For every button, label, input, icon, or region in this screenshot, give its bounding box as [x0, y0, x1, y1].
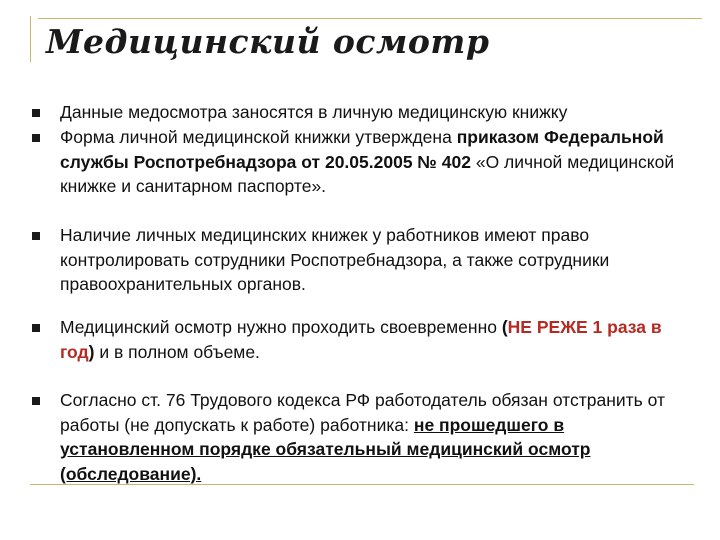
bullet-icon: [32, 397, 40, 405]
item-text-tail: «О личной медицинской книжке и санитарном паспорте».: [60, 151, 675, 196]
frequency-highlight: НЕ РЕЖЕ 1 раза в год: [60, 317, 662, 362]
paren-close: ): [88, 341, 95, 362]
list-item-2: [60, 125, 700, 199]
bullet-icon: [32, 134, 40, 142]
item-text: Форма личной медицинской книжки утверждена: [60, 127, 457, 147]
item-text: Медицинский осмотр нужно проходить своевременно: [60, 317, 502, 337]
list-item-4: [60, 315, 700, 364]
paren-open: (: [501, 317, 508, 337]
requirement-emphasis: не прошедшего в установленном порядке обязательный медицинский осмотр (обследование).: [60, 414, 591, 484]
list-item-3: [60, 223, 700, 297]
item-text: Данные медосмотра заносятся в личную медицинскую книжку: [60, 102, 568, 122]
item-text: Согласно ст. 76 Трудового кодекса РФ работодатель обязан отстранить от работы (не допускать к работе) работника:: [60, 390, 666, 435]
list-item-5: [60, 388, 700, 486]
frame-left-line: [30, 16, 31, 62]
bullet-icon: [32, 109, 40, 117]
list-item-1: [60, 100, 700, 125]
slide-title: Медицинский осмотр: [46, 22, 490, 61]
decree-reference: приказом Федеральной службы Роспотребнадзора от 20.05.2005 № 402: [60, 127, 664, 172]
frame-top-line: [38, 18, 702, 19]
item-text: Наличие личных медицинских книжек у работников имеют право контролировать сотрудники Роспотребнадзора, а также сотрудники правоохранительных органов.: [60, 225, 610, 294]
item-text-tail: и в полном объеме.: [94, 341, 260, 362]
bullet-icon: [32, 232, 40, 240]
bullet-icon: [32, 324, 40, 332]
